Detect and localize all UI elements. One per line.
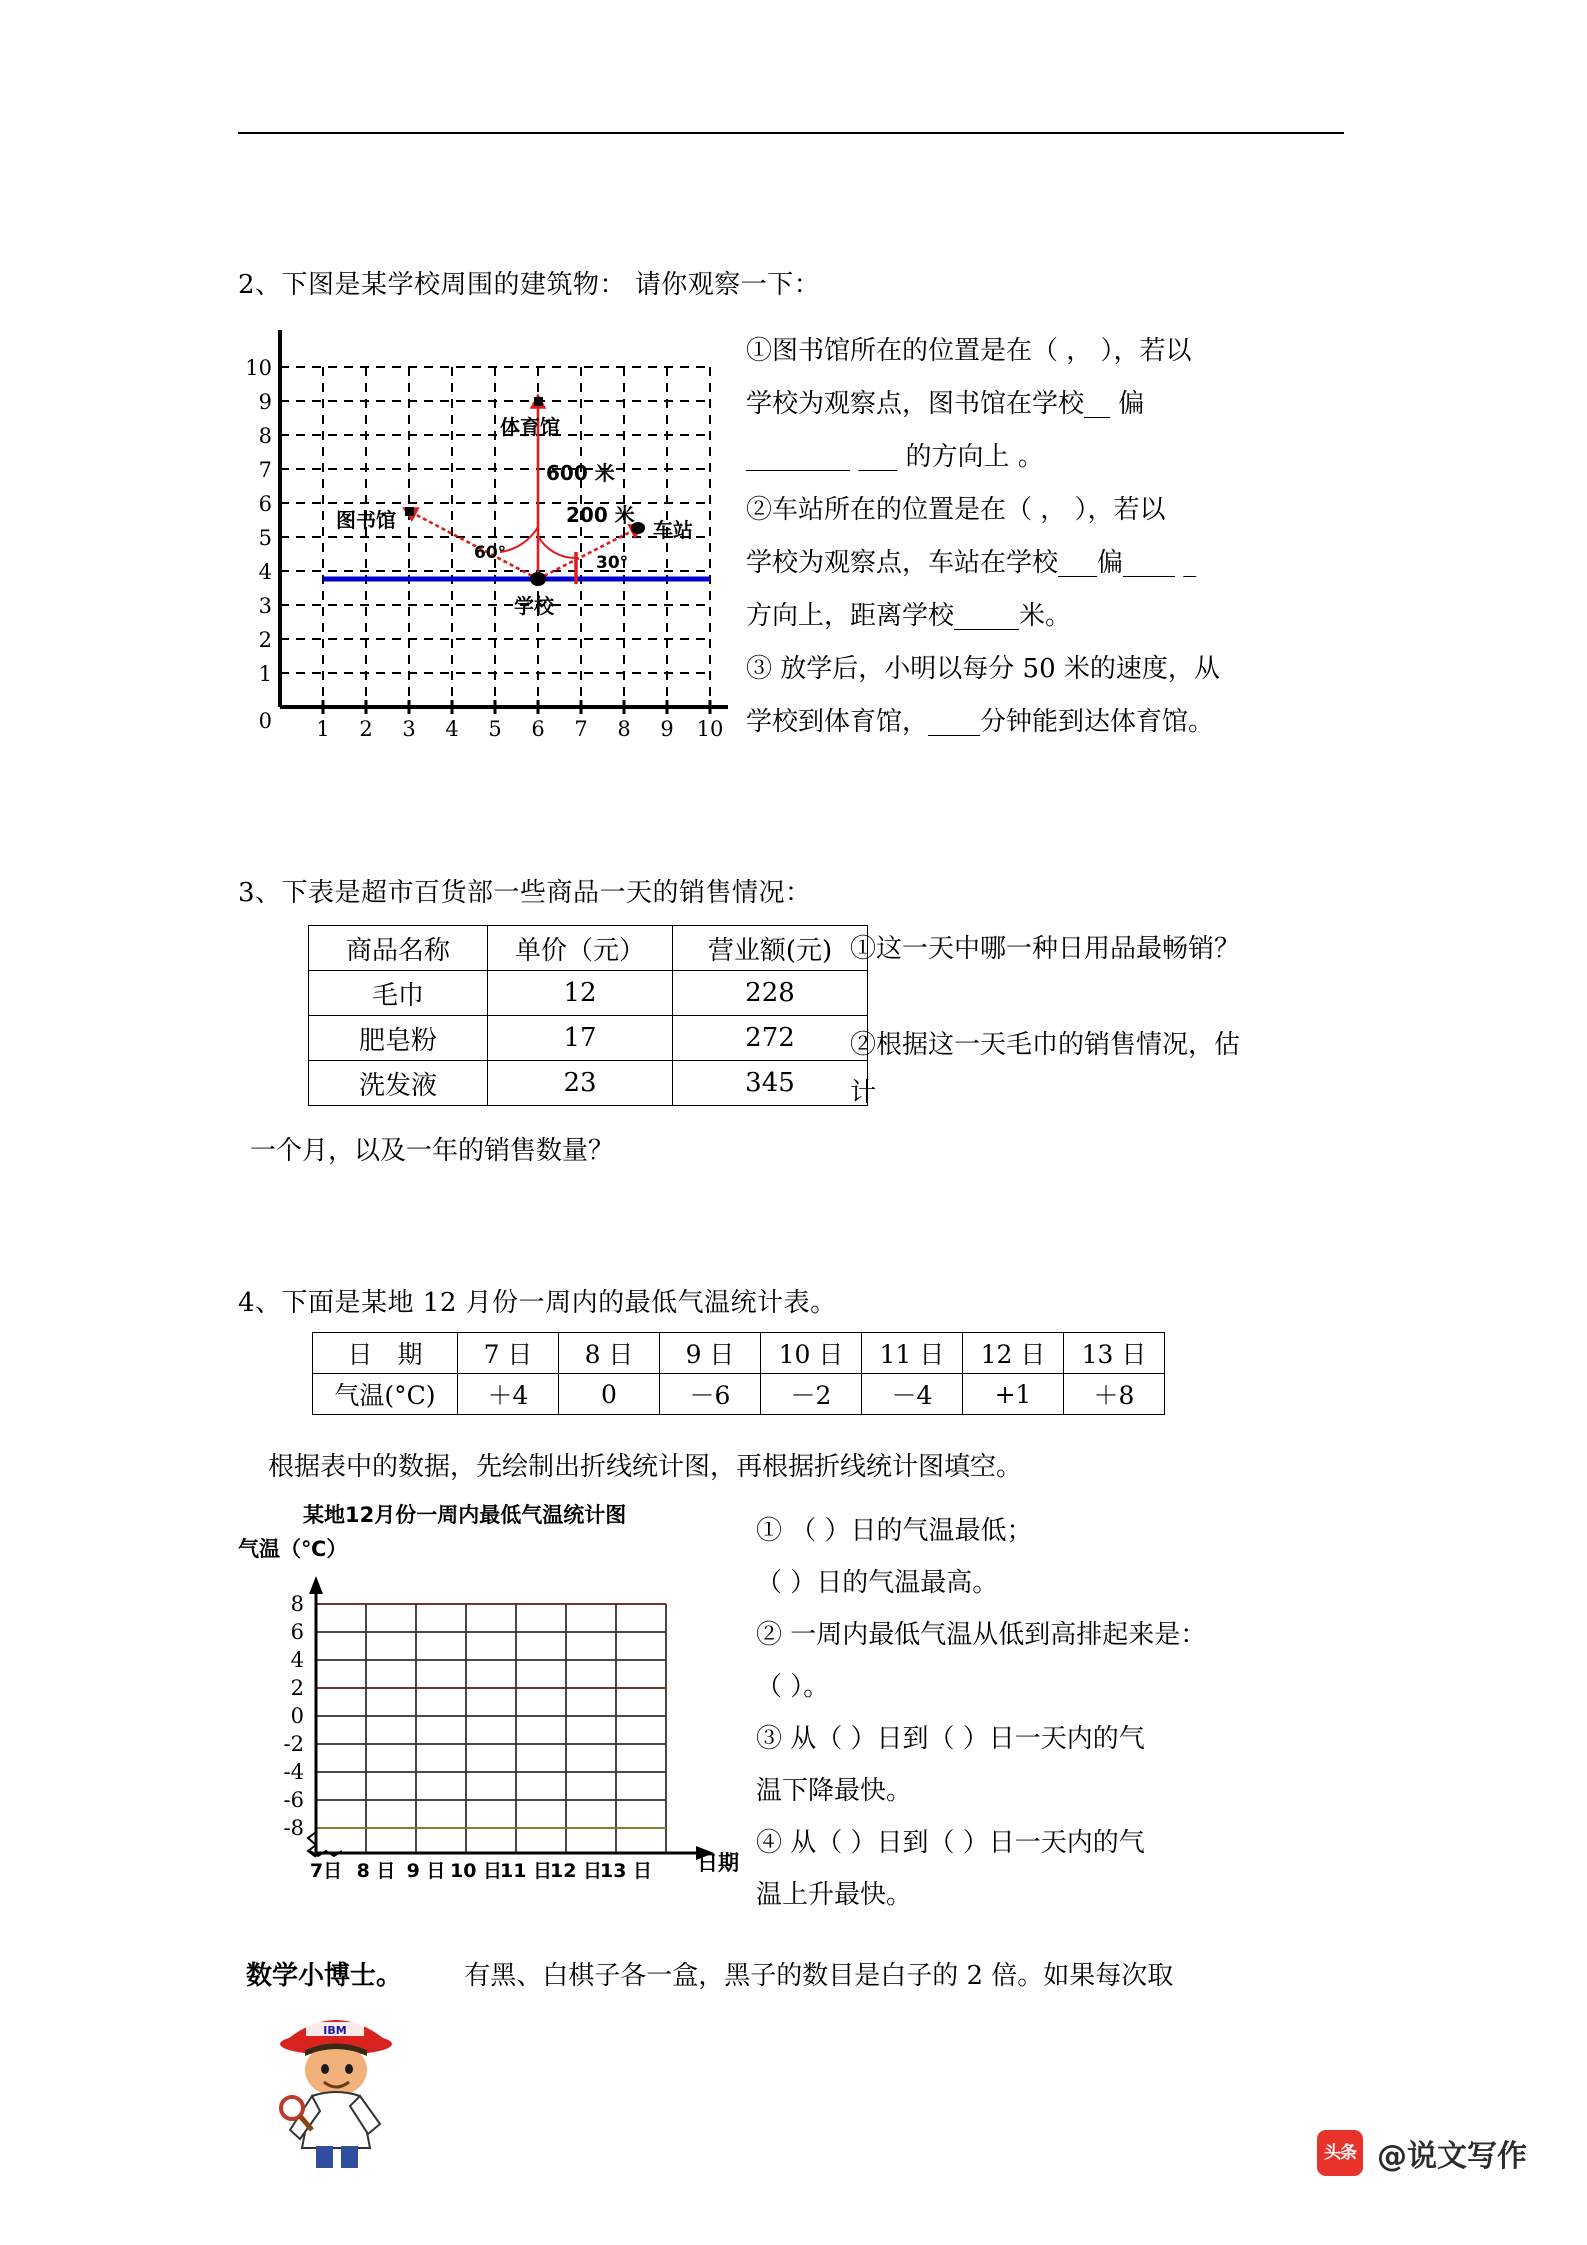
map-label-angle-left: 60° bbox=[474, 543, 507, 563]
svg-text:3: 3 bbox=[402, 717, 416, 741]
th-temperature: 气温(°C) bbox=[313, 1374, 458, 1415]
table-row bbox=[309, 971, 868, 1016]
date-2: 8 日 bbox=[559, 1333, 660, 1374]
map-label-distance-gym: 600 米 bbox=[546, 461, 615, 485]
table-row bbox=[309, 1016, 868, 1061]
th-unit-price: 单价（元） bbox=[488, 926, 673, 971]
map-label-library: 图书馆 bbox=[336, 508, 396, 532]
svg-text:4: 4 bbox=[258, 560, 272, 584]
q2-line-3: ________ ___ 的方向上 。 bbox=[746, 442, 1044, 472]
th-turnover: 营业额(元) bbox=[673, 926, 868, 971]
q4-line-5: ③ 从（ ）日到（ ）日一天内的气 bbox=[756, 1724, 1145, 1754]
map-label-distance-station: 200 米 bbox=[566, 503, 635, 527]
q3-line-3: 计 bbox=[850, 1078, 877, 1108]
svg-text:3: 3 bbox=[258, 594, 272, 618]
q3-line-1: ①这一天中哪一种日用品最畅销？ bbox=[850, 934, 1241, 964]
svg-text:10: 10 bbox=[696, 717, 724, 741]
svg-text:8: 8 bbox=[290, 1592, 304, 1616]
temp-1: ＋4 bbox=[458, 1374, 559, 1415]
svg-text:-2: -2 bbox=[283, 1732, 304, 1756]
temp-4: －2 bbox=[761, 1374, 862, 1415]
math-doctor-section bbox=[246, 1955, 1356, 1992]
math-doctor-text: 有黑、白棋子各一盒，黑子的数目是白子的 2 倍。如果每次取 bbox=[464, 1961, 1174, 1991]
watermark bbox=[1317, 2130, 1527, 2176]
mascot-boy-icon bbox=[262, 1990, 410, 2170]
svg-text:0: 0 bbox=[258, 709, 272, 733]
svg-text:-4: -4 bbox=[283, 1760, 304, 1784]
q2-line-5: 学校为观察点，车站在学校___偏____ _ bbox=[746, 548, 1197, 578]
svg-text:8: 8 bbox=[258, 424, 272, 448]
map-label-gym: 体育馆 bbox=[500, 415, 560, 439]
temperature-chart-svg bbox=[238, 1498, 758, 1918]
cell-product-3: 洗发液 bbox=[309, 1061, 488, 1106]
chart-xlabel: 日期 bbox=[697, 1851, 739, 1875]
q2-line-4: ②车站所在的位置是在（ ， ），若以 bbox=[746, 495, 1166, 525]
svg-text:4: 4 bbox=[290, 1648, 304, 1672]
math-doctor-label: 数学小博士。 bbox=[246, 1961, 403, 1991]
svg-text:7: 7 bbox=[574, 717, 588, 741]
svg-text:5: 5 bbox=[258, 526, 272, 550]
svg-text:7日: 7日 bbox=[309, 1860, 343, 1882]
sales-table bbox=[308, 925, 868, 1106]
cell-price-2: 17 bbox=[488, 1016, 673, 1061]
svg-text:10: 10 bbox=[245, 356, 272, 380]
temp-7: ＋8 bbox=[1064, 1374, 1165, 1415]
svg-text:-8: -8 bbox=[283, 1816, 304, 1840]
cell-turnover-1: 228 bbox=[673, 971, 868, 1016]
question-2-prompts bbox=[746, 325, 1346, 749]
map-label-school: 学校 bbox=[514, 594, 554, 618]
svg-text:2: 2 bbox=[290, 1676, 304, 1700]
q4-line-3: ② 一周内最低气温从低到高排起来是： bbox=[756, 1620, 1207, 1650]
svg-text:11 日: 11 日 bbox=[499, 1860, 553, 1882]
watermark-author: @说文写作 bbox=[1377, 2139, 1527, 2174]
question-3-heading: 3、下表是超市百货部一些商品一天的销售情况： bbox=[238, 878, 812, 908]
temp-6: +1 bbox=[963, 1374, 1064, 1415]
q4-line-2: （ ）日的气温最高。 bbox=[756, 1568, 999, 1598]
svg-text:13 日: 13 日 bbox=[599, 1860, 653, 1882]
q2-line-2: 学校为观察点，图书馆在学校__ 偏 bbox=[746, 389, 1145, 419]
date-6: 12 日 bbox=[963, 1333, 1064, 1374]
temp-5: －4 bbox=[862, 1374, 963, 1415]
header-rule bbox=[238, 132, 1344, 134]
svg-text:8: 8 bbox=[617, 717, 631, 741]
date-7: 13 日 bbox=[1064, 1333, 1165, 1374]
svg-text:2: 2 bbox=[258, 628, 272, 652]
temperature-line-chart bbox=[238, 1498, 758, 1918]
th-product: 商品名称 bbox=[309, 926, 488, 971]
map-label-angle-right: 30° bbox=[596, 553, 629, 573]
cell-product-2: 肥皂粉 bbox=[309, 1016, 488, 1061]
svg-text:2: 2 bbox=[359, 717, 373, 741]
svg-text:5: 5 bbox=[488, 717, 502, 741]
q4-line-4: （ ）。 bbox=[756, 1672, 830, 1702]
coordinate-map-svg bbox=[228, 322, 748, 742]
svg-text:9: 9 bbox=[258, 390, 272, 414]
svg-text:-6: -6 bbox=[283, 1788, 304, 1812]
th-date: 日 期 bbox=[313, 1333, 458, 1374]
cell-turnover-2: 272 bbox=[673, 1016, 868, 1061]
svg-text:4: 4 bbox=[445, 717, 459, 741]
question-3-footer: 一个月，以及一年的销售数量？ bbox=[250, 1136, 615, 1166]
svg-text:6: 6 bbox=[531, 717, 545, 741]
table-row-temps bbox=[313, 1374, 1165, 1415]
question-3-prompts bbox=[850, 925, 1320, 1117]
q2-line-8: 学校到体育馆，____分钟能到达体育馆。 bbox=[746, 707, 1215, 737]
toutiao-badge-icon: 头条 bbox=[1317, 2130, 1363, 2176]
date-5: 11 日 bbox=[862, 1333, 963, 1374]
date-4: 10 日 bbox=[761, 1333, 862, 1374]
map-label-station: 车站 bbox=[653, 518, 693, 542]
cell-price-1: 12 bbox=[488, 971, 673, 1016]
q2-line-7: ③ 放学后，小明以每分 50 米的速度，从 bbox=[746, 654, 1220, 684]
table-row-dates bbox=[313, 1333, 1165, 1374]
coordinate-map-figure bbox=[228, 322, 748, 742]
chart-title: 某地12月份一周内最低气温统计图 bbox=[303, 1503, 627, 1527]
question-4-heading: 4、下面是某地 12 月份一周内的最低气温统计表。 bbox=[238, 1288, 837, 1318]
date-3: 9 日 bbox=[660, 1333, 761, 1374]
q2-line-1: ①图书馆所在的位置是在（ ， ），若以 bbox=[746, 336, 1192, 366]
table-header-row bbox=[309, 926, 868, 971]
svg-text:1: 1 bbox=[258, 662, 272, 686]
svg-text:12 日: 12 日 bbox=[549, 1860, 603, 1882]
date-1: 7 日 bbox=[458, 1333, 559, 1374]
q4-line-6: 温下降最快。 bbox=[756, 1776, 913, 1806]
cell-turnover-3: 345 bbox=[673, 1061, 868, 1106]
table-row bbox=[309, 1061, 868, 1106]
svg-text:0: 0 bbox=[290, 1704, 304, 1728]
q4-line-7: ④ 从（ ）日到（ ）日一天内的气 bbox=[756, 1828, 1145, 1858]
svg-text:9: 9 bbox=[660, 717, 674, 741]
temp-2: 0 bbox=[559, 1374, 660, 1415]
svg-text:7: 7 bbox=[258, 458, 272, 482]
svg-text:10 日: 10 日 bbox=[449, 1860, 503, 1882]
svg-text:1: 1 bbox=[316, 717, 330, 741]
temp-3: －6 bbox=[660, 1374, 761, 1415]
temperature-table bbox=[312, 1332, 1165, 1415]
cell-product-1: 毛巾 bbox=[309, 971, 488, 1016]
svg-text:8 日: 8 日 bbox=[356, 1860, 396, 1882]
q2-line-6: 方向上，距离学校_____米。 bbox=[746, 601, 1072, 631]
mascot-cap-text: IBM bbox=[323, 2024, 347, 2037]
svg-text:6: 6 bbox=[290, 1620, 304, 1644]
q4-line-1: ① （ ）日的气温最低； bbox=[756, 1516, 1033, 1546]
svg-text:6: 6 bbox=[258, 492, 272, 516]
mascot-illustration bbox=[262, 1990, 410, 2170]
q4-line-8: 温上升最快。 bbox=[756, 1880, 913, 1910]
chart-ylabel: 气温（℃） bbox=[238, 1537, 348, 1561]
svg-text:9 日: 9 日 bbox=[406, 1860, 446, 1882]
question-4-subtitle: 根据表中的数据，先绘制出折线统计图，再根据折线统计图填空。 bbox=[268, 1452, 1023, 1482]
question-4-prompts bbox=[756, 1505, 1376, 1921]
cell-price-3: 23 bbox=[488, 1061, 673, 1106]
q3-line-2: ②根据这一天毛巾的销售情况，估 bbox=[850, 1030, 1241, 1060]
question-2-heading: 2、下图是某学校周围的建筑物： 请你观察一下： bbox=[238, 270, 821, 300]
